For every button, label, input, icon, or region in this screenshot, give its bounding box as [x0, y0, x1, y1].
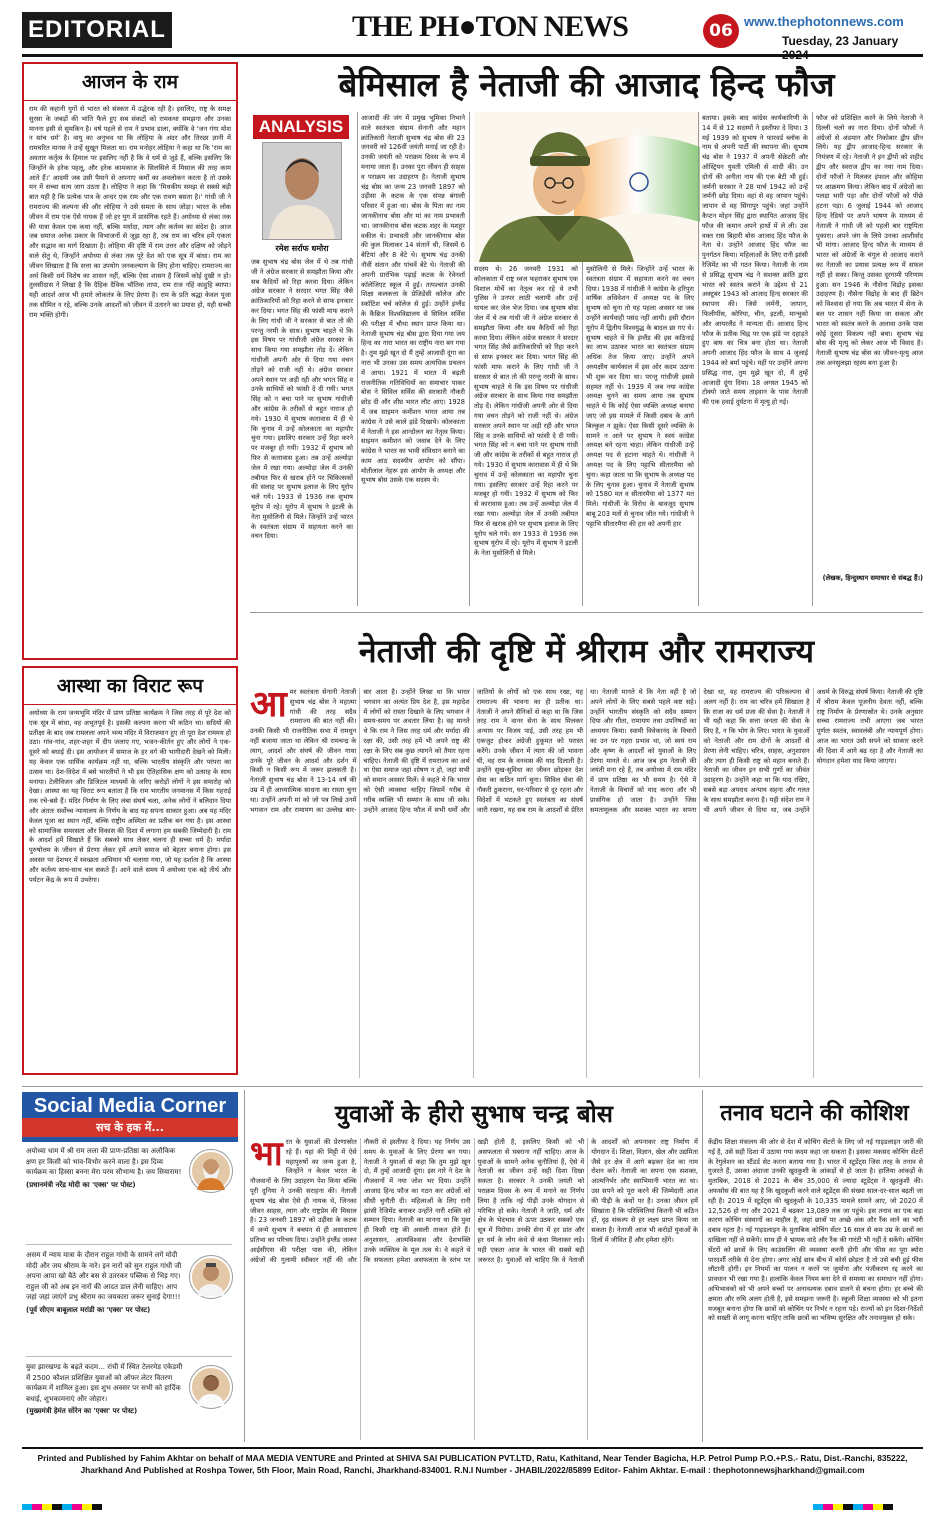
tweet-text: अयोध्या धाम में श्री राम लला की प्राण-प्रतिष्ठा का अलौकिक क्षण हर किसी को भाव-विभोर करने वाला है। इस दिव्य कार्यक्रम का हिस्सा बनना मेरा परम सौभाग्य है। जय सियाराम!: [26, 1147, 182, 1176]
ram-article-text: मर स्वतंत्रता सेनानी नेताजी सुभाष चंद्र बोस ने महात्मा गांधी की तरह सदैव रामराज्य की बात नहीं की। उनकी किसी भी राजनीतिक सभा में रामधुन नहीं बजाया जाता था लेकिन श्री रामचन्द्र के त्याग, आदर्श और संघर्ष की जीवन गाथा उनके पूरे जीवन के आदर्श और दर्शन में किसी न किसी रूप में जरूर झलकती है। नेताजी सुभाष चंद्र बोस ने 13-14 वर्ष की उम्र में ही आध्यात्मिक साधना का रास्ता चुना था। उन्होंने अपनी मां को जो पत्र लिखे उनमें भगवान राम और रामायण का उल्लेख बार-बार आता है। उन्होंने लिखा था कि भारत भगवान का अत्यंत प्रिय देश है, इस महादेश में लोगों को रास्ता दिखाने के लिए भगवान ने समय-समय पर अवतार लिया है। वह मानते थे कि राम ने जिस तरह धर्म और मर्यादा की रक्षा की, उसी तरह हमें भी अपने राष्ट्र की रक्षा के लिए सब कुछ त्यागने को तैयार रहना चाहिए। नेताजी की दृष्टि में रामराज्य का अर्थ था ऐसा समाज जहां शोषण न हो, जहां सभी को समान अवसर मिलें। वे कहते थे कि भारत को ऐसी व्यवस्था चाहिए जिसमें गरीब से गरीब व्यक्ति भी सम्मान के साथ जी सके। उन्होंने आजाद हिन्द फौज में सभी धर्मों और जातियों के लोगों को एक साथ रखा, यह रामराज्य की भावना का ही प्रतीक था। नेताजी ने अपने सैनिकों से कहा था कि जिस तरह राम ने वानर सेना के साथ मिलकर अन्याय पर विजय पाई, उसी तरह हम भी एकजुट होकर अंग्रेजी हुकूमत को परास्त करेंगे। उनके जीवन में त्याग की जो भावना थी, वह राम के वनवास की याद दिलाती है। उन्होंने सुख-सुविधा का जीवन छोड़कर देश सेवा का कठिन मार्ग चुना। सिविल सेवा की नौकरी ठुकराना, घर-परिवार से दूर रहना और विदेशों में भटकते हुए स्वतंत्रता का संघर्ष जारी रखना, यह सब राम के आदर्शों से प्रेरित था। नेताजी मानते थे कि नेता वही है जो अपने लोगों के लिए सबसे पहले कष्ट सहे। उन्होंने भारतीय संस्कृति को सदैव सम्मान दिया और गीता, रामायण तथा उपनिषदों का अध्ययन किया। स्वामी विवेकानंद के विचारों का उन पर गहरा प्रभाव था, जो स्वयं राम और कृष्ण के आदर्शों को युवाओं के लिए प्रेरणा मानते थे। आज जब हम नेताजी की जयंती मना रहे हैं, तब अयोध्या में राम मंदिर में प्राण प्रतिष्ठा का भी समय है। ऐसे में नेताजी के विचारों को याद करना और भी प्रासंगिक हो जाता है। उन्होंने जिस समतामूलक और सशक्त भारत का सपना देखा था, वह रामराज्य की परिकल्पना से अलग नहीं है। राम का चरित्र हमें सिखाता है कि राजा का धर्म प्रजा की सेवा है। नेताजी ने भी यही कहा कि सत्ता जनता की सेवा के लिए है, न कि भोग के लिए। भारत के युवाओं को नेताजी और राम दोनों के आदर्शों से प्रेरणा लेनी चाहिए। चरित्र, साहस, अनुशासन और त्याग ही किसी राष्ट्र को महान बनाते हैं। नेताजी का जीवन इन सभी गुणों का जीवंत उदाहरण है। उन्होंने कहा था कि याद रखिए, सबसे बड़ा अपराध अन्याय सहना और गलत के साथ समझौता करना है। यही संदेश राम ने भी अपने जीवन से दिया था, जब उन्होंने अधर्म के विरुद्ध संघर्ष किया। नेताजी की दृष्टि में श्रीराम केवल पूजनीय देवता नहीं, बल्कि राष्ट्र निर्माण के प्रेरणास्रोत थे। उनके अनुसार सच्चा रामराज्य तभी आएगा जब भारत पूर्णतः स्वतंत्र, स्वावलंबी और न्यायपूर्ण होगा। आज का भारत उसी सपने को साकार करने की दिशा में आगे बढ़ रहा है और नेताजी का योगदान हमेशा याद किया जाएगा।: [250, 688, 923, 814]
page-number: 06: [703, 14, 739, 48]
tweet-source: (मुख्यमंत्री हेमंत सोरेन का 'एक्स' पर पोस्ट): [26, 1407, 138, 1415]
lead-col-d: मुसोलिनी से मिले। जिन्होंने उन्हें भारत के स्वतंत्रता संग्राम में सहायता करने का वचन दिया। 1938 में गांधीजी ने कांग्रेस के हरिपुरा वार्षिक अधिवेशन में अध्यक्ष पद के लिए सुभाष को चुना तो यह पहला अवसर था जब उन्होंने कार्यवाही पसंद नहीं आयी। इसी दौरान यूरोप में द्वितीय विश्वयुद्ध के बादल छा गए थे। सुभाष चाहते थे कि इंग्लैंड की इस कठिनाई का लाभ उठाकर भारत का स्वतंत्रता संग्राम अधिक तेज किया जाए। उन्होंने अपने अध्यक्षीय कार्यकाल में इस ओर कदम उठाना भी शुरू कर दिया था। परन्तु गांधीजी इससे सहमत नहीं थे। 1939 में जब नया कांग्रेस अध्यक्ष चुनने का समय आया तब सुभाष चाहते थे कि कोई ऐसा व्यक्ति अध्यक्ष बनाया जाए जो इस मामले में किसी दबाव के आगे बिल्कुल न झुके। ऐसा किसी दूसरे व्यक्ति के सामने न आने पर सुभाष ने स्वयं कांग्रेस अध्यक्ष बने रहना चाहा। लेकिन गांधीजी उन्हें अध्यक्ष पद से हटाना चाहते थे। गांधीजी ने अध्यक्ष पद के लिए पट्टाभि सीतारमैया को चुना। कहा जाता था कि सुभाष के अध्यक्ष पद के लिए चुनाव हुआ। चुनाव में नेताजी सुभाष को 1580 मत व सीतारमैया को 1377 मत मिले। गांधीजी के विरोध के बावजूद सुभाष बाबू 203 मतों से चुनाव जीत गये। गांधीजी ने पट्टाभि सीतारमैया की हार को अपनी हार: [586, 265, 694, 528]
col-divider: [244, 1090, 245, 1442]
website-link[interactable]: www.thephotonnews.com: [744, 14, 904, 29]
ram-article-headline: नेताजी की दृष्टि में श्रीराम और रामराज्य: [358, 632, 815, 670]
left-editorial-title: आजन के राम: [24, 64, 236, 101]
tweet-text: युवा झारखण्ड के बढ़ते कदम… रांची में स्थित टेलरमेड एकेडमी में 2500 कौशल प्रशिक्षित युवाओं को ऑफर लेटर वितरण कार्यक्रम में शामिल हुआ। इस शुभ अवसर पर सभी को हार्दिक बधाई, शुभकामनाएं और जोहार।: [26, 1363, 183, 1403]
masthead: [22, 8, 923, 52]
ram-article-body: [250, 688, 923, 1078]
left-editorial-box: [22, 62, 238, 660]
lead-col-c: सदस्य थे। 26 जनवरी 1931 को कोलकाता में राष्ट्र ध्वज फहराकर सुभाष एक विशाल मोर्चे का नेतृत्व कर रहे थे तभी पुलिस ने उनपर लाठी चलायी और उन्हें घायल कर जेल भेज दिया। जब सुभाष बोस जेल में थे तब गांधी जी ने अंग्रेज सरकार से समझौता किया और सब कैदियों को रिहा करवा दिया। लेकिन अंग्रेज सरकार ने सरदार भगत सिंह जैसे क्रांतिकारियों को रिहा करने से साफ इनकार कर दिया। भगत सिंह की फांसी माफ कराने के लिए गांधी जी ने सरकार से बात तो की परन्तु नरमी के साथ। सुभाष चाहते थे कि इस विषय पर गांधीजी अंग्रेज सरकार के साथ किया गया समझौता तोड़ दें। लेकिन गांधीजी अपनी ओर से दिया गया वचन तोड़ने को राजी नहीं थे। अंग्रेज सरकार अपने स्थान पर अड़ी रही और भगत सिंह व उनके साथियों को फांसी दे दी गयी। भगत सिंह को न बचा पाने पर सुभाष गांधी जी और कांग्रेस के तरीकों से बहुत नाराज हो गये। 1930 में सुभाष कारावास में ही थे कि चुनाव में उन्हें कोलकाता का महापौर चुना गया। इसलिए सरकार उन्हें रिहा करने पर मजबूर हो गयी। 1932 में सुभाष को फिर से कारावास हुआ। तब उन्हें अल्मोड़ा जेल में रखा गया। अल्मोड़ा जेल में उनकी तबीयत फिर से खराब होने पर सुभाष इलाज के लिए यूरोप चले गये। सन 1933 से 1936 तक सुभाष यूरोप में रहे। यूरोप में सुभाष ने इटली के नेता मुसोलिनी से मिले।: [474, 265, 578, 558]
imprint-line-2: Jharkhand And Published at Roshpa Tower, 5th Floor, Main Road, Ranchi, Jharkhand-834001. R.N.I Number - JHABIL/2022/85899 Editor- Fahim Akhtar. E-mail : thephotonnewsjharkhand@gmail.com: [80, 1465, 865, 1475]
imprint-line-1: Printed and Published by Fahim Akhtar on behalf of MAA MEDIA VENTURE and Printed at SHIVA SAI PUBLICATION PVT.LTD, Ratu, Kathitand, Near Tender Bagicha, H.P. Petrol Pump P.O.+P.S.- Ratu, Dist.-Ranchi, 835222,: [37, 1453, 908, 1463]
col-divider: [702, 1090, 703, 1442]
lead-author-note: (लेखक, हिन्दुस्थान समाचार से संबद्ध हैं।): [822, 574, 923, 582]
left-second-box: [22, 666, 238, 1075]
lead-col-a: जब सुभाष चंद्र बोस जेल में थे तब गांधी जी ने अंग्रेज सरकार से समझौता किया और सब कैदियों को रिहा करवा दिया। लेकिन अंग्रेज सरकार ने सरदार भगत सिंह जैसे क्रांतिकारियों को रिहा करने से साफ इनकार कर दिया। भगत सिंह की फांसी माफ कराने के लिए गांधी जी ने सरकार से बात तो की परन्तु नरमी के साथ। सुभाष चाहते थे कि इस विषय पर गांधीजी अंग्रेज सरकार के साथ किया गया समझौता तोड़ दें। लेकिन गांधीजी अपनी ओर से दिया गया वचन तोड़ने को राजी नहीं थे। अंग्रेज सरकार अपने स्थान पर अड़ी रही और भगत सिंह व उनके साथियों को फांसी दे दी गयी। भगत सिंह को न बचा पाने पर सुभाष गांधीजी और कांग्रेस के तरीकों से बहुत नाराज हो गये। 1930 में सुभाष कारावास में ही थे कि चुनाव में उन्हें कोलकाता का महापौर चुना गया। इसलिए सरकार उन्हें रिहा करने पर मजबूर हो गयी। 1932 में सुभाष को फिर से कारावास हुआ। तब उन्हें अल्मोड़ा जेल में रखा गया। अल्मोड़ा जेल में उनकी तबीयत फिर से खराब होने पर चिकित्सकों की सलाह पर सुभाष इलाज के लिए यूरोप चले गये। 1933 से 1936 तक सुभाष यूरोप में रहे। यूरोप में सुभाष ने इटली के नेता मुसोलिनी से मिले। जिन्होंने उन्हें भारत के स्वतंत्रता संग्राम में सहायता करने का वचन दिया।: [251, 258, 353, 541]
lead-col-b: आजादी की जंग में प्रमुख भूमिका निभाने वाले स्वतंत्रता संग्राम सेनानी और महान क्रांतिकारी नेताजी सुभाष चंद्र बोस की 23 जनवरी को 126वीं जयंती मनाई जा रही है। उनकी जयंती को पराक्रम दिवस के रूप में मनाया जाता है। उनका पूरा जीवन ही साहस व पराक्रम का उदाहरण है। नेताजी सुभाष चंद्र बोस का जन्म 23 जनवरी 1897 को उड़ीसा के कटक के एक संपन्न बंगाली परिवार में हुआ था। बोस के पिता का नाम जानकीनाथ बोस और मां का नाम प्रभावती था। जानकीनाथ बोस कटक शहर के मशहूर वकील थे। प्रभावती और जानकीनाथ बोस की कुल मिलाकर 14 संतानें थी, जिसमें 6 बेटियां और 8 बेटे थे। सुभाष चंद्र उनकी नौवीं संतान और पांचवें बेटे थे। नेताजी की अपनी प्रारंभिक पढ़ाई कटक के रेवेनशॉ कॉलेजिएट स्कूल में हुई। तत्पश्चात उनकी शिक्षा कलकत्ता के प्रेजिडेंसी कॉलेज और स्कॉटिश चर्च कॉलेज से हुई। उन्होंने इंग्लैंड के कैंब्रिज विश्वविद्यालय से सिविल सर्विस की परीक्षा में चौथा स्थान प्राप्त किया था। नेताजी सुभाष चंद्र बोस द्वारा दिया गया जय हिन्द का नारा भारत का राष्ट्रीय नारा बन गया है। तुम मुझे खून दो मैं तुम्हें आजादी दूंगा का नारा भी उनका उस समय अत्यधिक प्रचलन में आया। 1921 में भारत में बढ़ती राजनीतिक गतिविधियों का समाचार पाकर बोस ने सिविल सर्विस की सरकारी नौकरी छोड़ दी और शीघ्र भारत लौट आए। 1928 में जब साइमन कमीशन भारत आया तब कांग्रेस ने उसे काले झंडे दिखाये। कोलकाता में नेताजी ने इस आन्दोलन का नेतृत्व किया। साइमन कमीशन को जवाब देने के लिए कांग्रेस ने भारत का भावी संविधान बनाने का काम आठ सदस्यीय आयोग को सौंपा। मोतीलाल नेहरू इस आयोग के अध्यक्ष और सुभाष बोस उसके एक सदस्य थे।: [361, 114, 465, 485]
tweet-source: (प्रधानमंत्री नरेंद्र मोदी का 'एक्स' पर पोस्ट): [26, 1180, 136, 1189]
col-divider: [582, 262, 583, 606]
ram-dropcap: आ: [250, 688, 287, 725]
left-second-title: आस्था का विराट रूप: [24, 668, 236, 705]
social-media-title: Social Media Corner: [33, 1095, 227, 1117]
avatar-photo-icon: [192, 1258, 230, 1296]
paper-name: THE PH●TON NEWS: [352, 10, 628, 43]
section-divider: [250, 612, 923, 613]
tweet-source: (पूर्व सीएम बाबूलाल मरांडी का 'एक्स' पर पोस्ट): [26, 1305, 151, 1314]
lead-col-e: बताया। इसके बाद कांग्रेस कार्यकारिणी के 14 में से 12 सदस्यों ने इस्तीफा दे दिया। 3 मई 1939 को सुभाष ने फारवर्ड ब्लॉक के नाम से अपनी पार्टी की स्थापना की। सुभाष चंद्र बोस ने 1937 में अपनी सेक्रेटरी और ऑस्ट्रियन युवती एमिली से शादी की। उन दोनों की अनीता नाम की एक बेटी भी हुई। जर्मनी सरकार ने 28 मार्च 1942 को उन्हें जर्मनी छोड़ दिया। वहां से वह जापान पहुंचे। जापान से वह सिंगापुर पहुंचे। जहां उन्होंने कैप्टन मोहन सिंह द्वारा स्थापित आजाद हिंद फौज की कमान अपने हाथों में ले ली। उस वक्त रास बिहारी बोस आजाद हिंद फौज के नेता थे। उन्होंने आजाद हिंद फौज का पुनर्गठन किया। महिलाओं के लिए रानी झांसी रेजिमेंट का भी गठन किया। नेताजी के नाम से प्रसिद्ध सुभाष चंद्र ने सशक्त क्रांति द्वारा भारत को स्वतंत्र कराने के उद्देश्य से 21 अक्टूबर 1943 को आजाद हिन्द सरकार की स्थापना की। जिसे जर्मनी, जापान, फिलीपींस, कोरिया, चीन, इटली, मान्चुको और आयरलैंड ने मान्यता दी। आजाद हिन्द फौज के प्रतीक चिह्न पर एक झंडे पर दहाड़ते हुए बाघ का चित्र बना होता था। नेताजी अपनी आजाद हिंद फौज के साथ 4 जुलाई 1944 को बर्मा पहुंचे। यहीं पर उन्होंने अपना प्रसिद्ध नारा, तुम मुझे खून दो, मैं तुम्हें आजादी दूंगा दिया। 18 अगस्त 1945 को टोक्यो जाते समय ताइवान के पास नेताजी की एक हवाई दुर्घटना में मृत्यु हो गई।: [702, 114, 808, 407]
youth-article-body-wrap: [250, 1138, 698, 1442]
avatar-photo-icon: [192, 1152, 230, 1190]
col-divider: [698, 112, 699, 606]
tweet-divider: [26, 1356, 232, 1357]
avatar-photo-icon: [192, 1368, 230, 1406]
lead-col-f: फौज को प्रशिक्षित करने के लिये नेताजी ने दिल्ली चलो का नारा दिया। दोनों फौजों ने अंग्रेजों से अंडमान और निकोबार द्वीप छीन लिये। यह द्वीप आजाद-हिन्द सरकार के नियंत्रण में रहे। नेताजी ने इन द्वीपों को शहीद द्वीप और स्वराज द्वीप का नया नाम दिया। दोनों फौजों ने मिलकर इंफाल और कोहिमा पर आक्रमण किया। लेकिन बाद में अंग्रेजों का पलड़ा भारी पड़ा और दोनों फौजों को पीछे हटना पड़ा। 6 जुलाई 1944 को आजाद हिन्द रेडियो पर अपने भाषण के माध्यम से नेताजी ने गांधी जी को पहली बार राष्ट्रपिता पुकारा। अपने जंग के लिये उनका आशीर्वाद भी मांगा। आजाद हिन्द फौज के माध्यम से भारत को अंग्रेजों के चंगुल से आजाद कराने का नेताजी का प्रयास प्रत्यक्ष रूप में सफल नहीं हो सका। किन्तु उसका दूरगामी परिणाम हुआ। सन 1946 के नौसेना विद्रोह इसका उदाहरण है। नौसेना विद्रोह के बाद ही ब्रिटेन को विश्वास हो गया कि अब भारत में सेना के बल पर शासन नहीं किया जा सकता और भारत को स्वतंत्र करने के अलावा उनके पास कोई दूसरा विकल्प नहीं बचा। सुभाष चंद्र बोस की मृत्यु को लेकर आज भी विवाद है। नेताजी सुभाष चंद्र बोस का जीवन-मृत्यु आज तक अनसुलझा रहस्य बना हुआ है।: [816, 114, 923, 367]
youth-article-body: [250, 1138, 698, 1440]
netaji-portrait-icon: [474, 112, 700, 262]
section-tag: EDITORIAL: [22, 12, 172, 48]
author-photo: [262, 142, 342, 240]
col-divider: [357, 112, 358, 606]
section-divider: [22, 1086, 923, 1087]
col-divider: [812, 112, 813, 606]
social-media-corner-header: [22, 1092, 238, 1142]
avatar: [190, 1256, 232, 1298]
color-registration-strip: [813, 1495, 923, 1501]
avatar: [190, 1150, 232, 1192]
author-photo-icon: [263, 143, 341, 239]
netaji-portrait-illustration: [474, 112, 700, 262]
tweet-divider: [26, 1244, 232, 1245]
stress-article-body: केंद्रीय शिक्षा मंत्रालय की ओर से देश में कोचिंग सेंटरों के लिए जो नई गाइडलाइन जारी की गई है, उसे सही दिशा में उठाया गया कदम कहा जा सकता है। इसका मकसद कोचिंग सेंटरों के रेगुलेशन का स्टैंडर्ड सेट करना बताया गया है। भारत में स्टूडेंट्स जिस तरह के तनाव से गुजरते हैं, उसका अंदाजा उनकी खुदकुशी के आंकड़ों से हो जाता है। हालिया आंकड़ों के मुताबिक, 2018 से 2021 के बीच 35,000 से ज्यादा स्टूडेंट्स ने खुदकुशी की। अफसोस की बात यह है कि खुदकुशी करने वाले स्टूडेंट्स की संख्या साल-दर-साल बढ़ती जा रही है। 2019 में स्टूडेंट्स की खुदकुशी के 10,335 मामले सामने आए, जो 2020 में 12,526 हो गए और 2021 में बढ़कर 13,089 तक जा पहुंचे। इस तनाव का एक बड़ा कारण कोचिंग संस्थानों का माहौल है, जहां छात्रों पर अच्छे अंक और रैंक लाने का भारी दबाव रहता है। नई गाइडलाइन के मुताबिक कोचिंग सेंटर 16 साल से कम उम्र के छात्रों का दाखिला नहीं ले सकेंगे। साथ ही वे भ्रामक वादे और रैंक की गारंटी भी नहीं दे सकेंगे। कोचिंग सेंटरों को छात्रों के लिए काउंसलिंग की व्यवस्था करनी होगी और फीस का पूरा ब्योरा पारदर्शी तरीके से देना होगा। अगर कोई छात्र बीच में कोर्स छोड़ता है तो उसे बची हुई फीस लौटानी होगी। इन नियमों का पालन न करने पर जुर्माना और पंजीकरण रद्द करने का प्रावधान भी रखा गया है। हालांकि केवल नियम बना देने से समस्या का समाधान नहीं होगा। अभिभावकों को भी अपने बच्चों पर अनावश्यक दबाव डालने से बचना होगा। हर बच्चे की क्षमता और रुचि अलग होती है, इसे समझना जरूरी है। स्कूली शिक्षा व्यवस्था को भी इतना मजबूत बनाना होगा कि छात्रों को कोचिंग पर निर्भर न रहना पड़े। राज्यों को इन दिशा-निर्देशों को सख्ती से लागू करना चाहिए ताकि छात्रों का भविष्य सुरक्षित और तनावमुक्त हो सके।: [708, 1138, 923, 1323]
imprint-footer: [22, 1447, 923, 1476]
color-registration-strip: [22, 1495, 132, 1501]
stress-article-headline: तनाव घटाने की कोशिश: [720, 1101, 909, 1126]
masthead-rule: [22, 54, 923, 57]
avatar: [190, 1366, 232, 1408]
tweet-item: [26, 1250, 184, 1354]
youth-article-headline: युवाओं के हीरो सुभाष चन्द्र बोस: [335, 1100, 613, 1128]
analysis-tag: ANALYSIS: [253, 115, 349, 139]
tweet-item: [26, 1146, 184, 1242]
lead-headline: बेमिसाल है नेताजी की आजाद हिन्द फौज: [338, 65, 835, 104]
ram-article-body-wrap: [250, 688, 923, 1082]
left-editorial-body: राम की कहानी युगों से भारत को संस्कार में उद्धेरक रही है। इसलिए, राष्ट्र के समक्ष सुरसा के जबड़ों की भांति फैले हुए सब संकटों को रामकथा समझना और उनका मानना इसी से सुमकिन है। वर्ष पहले से राम ने प्रभाव डाला, क्योंकि वे 'जन गंगा मोश न सांच धर्म' है। वायु का अनुभव था कि लोहिया के अंदर और तिरछा ज्ञानी में रामचरित मानस ने उन्हें सुखून मिलता था। राम मनोहर लोहिया ने कहा था कि 'राम का अवतार कर्तृत्व के हिमाल पर इसलिए नहीं है कि वे धर्म से जुड़े हैं, बल्कि इसलिए कि जिन्होंने के हरेक पहलू, और हरेक कामकाज के सिलसिले में मिसाल की तरह काम आते हैं।' आदमी जब उसी पैमाने से अपनाए कर्मों का अवलोकन करता है तो उसके मन में सच्चा सत्य जाग उठता है। लोहिया ने कहा कि 'मिथकीय समझ से सबसे बड़ी बात यही है कि प्रत्येक पात्र के अन्दर एक राम और एक रावण बसता है।' गांधी जी ने रामराज्य की कल्पना की और लोहिया ने उसे समता के साथ जोड़ा। भारत के लोक जीवन में राम एक ऐसे नायक हैं जो हर युग में प्रासंगिक रहते हैं। अयोध्या से लंका तक की यात्रा केवल एक कथा नहीं, बल्कि मर्यादा, त्याग और कर्तव्य का संदेश है। आज जब समाज अनेक प्रकार के विभाजनों से जूझ रहा है, तब राम का चरित्र हमें एकता और सद्भाव का मार्ग दिखाता है। लोहिया की दृष्टि में राम उत्तर और दक्षिण को जोड़ने वाले सेतु थे, जिन्होंने अयोध्या से लंका तक पूरे देश को एक सूत्र में बांधा। राम का जीवन सिखाता है कि सत्ता का उपयोग जनकल्याण के लिए होना चाहिए। रामराज्य का अर्थ किसी धर्म विशेष का शासन नहीं, बल्कि ऐसा शासन है जिसमें कोई दुखी न हो। तुलसीदास ने लिखा है कि दैहिक दैविक भौतिक तापा, राम राज नहिं काहुहि ब्यापा। यही आदर्श आज भी हमारे लोकतंत्र के लिए प्रेरणा है। राम के प्रति श्रद्धा केवल पूजा तक सीमित न रहे, बल्कि उनके आदर्शों को जीवन में उतारने का प्रयास हो, यही सच्ची राम भक्ति होगी।: [29, 105, 231, 319]
author-name: रमेश सर्राफ धमोरा: [275, 244, 329, 253]
left-second-body: अयोध्या के राम जन्मभूमि मंदिर में प्राण प्रतिष्ठा कार्यक्रम ने जिस तरह से पूरे देश को एक सूत्र में बांधा, वह अभूतपूर्व है। इसकी कल्पना करना भी कठिन था। सदियों की प्रतीक्षा के बाद जब रामलला अपने भव्य मंदिर में विराजमान हुए तो पूरा देश राममय हो उठा। गांव-गांव, शहर-शहर में दीप जलाए गए, भजन-कीर्तन हुए और लोगों ने एक-दूसरे को बधाई दी। इस आयोजन में समाज के हर वर्ग की भागीदारी देखने को मिली। यह केवल एक धार्मिक कार्यक्रम नहीं था, बल्कि भारतीय संस्कृति और परंपरा का उत्सव था। देश-विदेश में बसे भारतीयों ने भी इस ऐतिहासिक क्षण को उत्साह के साथ मनाया। टेलीविजन और डिजिटल माध्यमों के जरिए करोड़ों लोगों ने इस समारोह को देखा। आस्था का यह विराट रूप बताता है कि राम भारतीय जनमानस में किस गहराई तक रचे-बसे हैं। मंदिर निर्माण के लिए लंबा संघर्ष चला, अनेक लोगों ने बलिदान दिया और अंततः सर्वोच्च न्यायालय के निर्णय के बाद यह सपना साकार हुआ। अब यह मंदिर केवल पूजा का स्थान नहीं, बल्कि राष्ट्रीय अस्मिता का प्रतीक बन गया है। इस आस्था को सामाजिक समरसता और विकास की दिशा में लगाना हम सबकी जिम्मेदारी है। राम के आदर्श हमें सिखाते हैं कि सबको साथ लेकर चलना ही सच्चा धर्म है। मर्यादा पुरुषोत्तम के जीवन से प्रेरणा लेकर हमें अपने समाज को बेहतर बनाना होगा। इस अवसर पर देशभर में स्वच्छता अभियान भी चलाया गया, जो यह दर्शाता है कि आस्था और कर्तव्य साथ-साथ चल सकते हैं। आने वाले समय में अयोध्या एक बड़े तीर्थ और पर्यटन केंद्र के रूप में उभरेगा।: [29, 709, 231, 884]
tweet-item: [26, 1362, 184, 1444]
youth-dropcap: भा: [250, 1138, 283, 1174]
social-media-subtitle: सच के हक में...: [22, 1118, 238, 1137]
youth-article-text: रत के युवाओं की प्रेरणास्रोत रहे हैं। यहां की मिट्टी में ऐसे महापुरुषों का जन्म हुआ है, जिन्होंने न केवल भारत के नौजवानों के लिए उदाहरण पेश किया बल्कि पूरी दुनिया ने उनकी सराहना की। नेताजी सुभाष चंद्र बोस ऐसे ही नायक थे, जिनका जीवन साहस, त्याग और राष्ट्रप्रेम की मिसाल है। 23 जनवरी 1897 को उड़ीसा के कटक में जन्मे सुभाष ने बचपन से ही असाधारण प्रतिभा का परिचय दिया। उन्होंने इंग्लैंड जाकर आईसीएस की परीक्षा पास की, लेकिन अंग्रेजों की गुलामी स्वीकार नहीं की और नौकरी से इस्तीफा दे दिया। यह निर्णय उस समय के युवाओं के लिए प्रेरणा बन गया। नेताजी ने युवाओं से कहा कि तुम मुझे खून दो, मैं तुम्हें आजादी दूंगा। इस नारे ने देश के नौजवानों में नया जोश भर दिया। उन्होंने आजाद हिन्द फौज का गठन कर अंग्रेजों को सीधी चुनौती दी। महिलाओं के लिए रानी झांसी रेजिमेंट बनाकर उन्होंने नारी शक्ति को सम्मान दिया। नेताजी का मानना था कि युवा ही किसी राष्ट्र की असली ताकत होते हैं। अनुशासन, आत्मविश्वास और देशभक्ति उनके व्यक्तित्व के मूल तत्व थे। वे कहते थे कि सफलता हमेशा असफलता के स्तंभ पर खड़ी होती है, इसलिए किसी को भी असफलता से घबराना नहीं चाहिए। आज के युवाओं के सामने अनेक चुनौतियां हैं, ऐसे में नेताजी का जीवन उन्हें सही दिशा दिखा सकता है। सरकार ने उनकी जयंती को पराक्रम दिवस के रूप में मनाने का निर्णय लिया है ताकि नई पीढ़ी उनके योगदान से परिचित हो सके। नेताजी ने जाति, धर्म और क्षेत्र के भेदभाव से ऊपर उठकर सबको एक सूत्र में पिरोया। उनकी सेना में हर प्रांत और हर धर्म के लोग कंधे से कंधा मिलाकर लड़े। यही एकता आज के भारत की सबसे बड़ी जरूरत है। युवाओं को चाहिए कि वे नेताजी के आदर्शों को अपनाकर राष्ट्र निर्माण में योगदान दें। शिक्षा, विज्ञान, खेल और उद्यमिता जैसे हर क्षेत्र में आगे बढ़कर देश का नाम रोशन करें। नेताजी का सपना एक सशक्त, आत्मनिर्भर और स्वाभिमानी भारत का था। उस सपने को पूरा करने की जिम्मेदारी आज की पीढ़ी के कंधों पर है। उनका जीवन हमें सिखाता है कि परिस्थितियां कितनी भी कठिन हों, दृढ़ संकल्प से हर लक्ष्य प्राप्त किया जा सकता है। नेताजी आज भी करोड़ों युवाओं के दिलों में जीवित हैं और हमेशा रहेंगे।: [250, 1138, 698, 1264]
issue-date: Tuesday, 23 January: [782, 34, 899, 48]
col-divider: [469, 112, 470, 606]
tweet-text: असम में न्याय यात्रा के दौरान राहुल गांधी के सामने लगे मोदी मोदी और जय श्रीराम के नारे। इन नारों को सुन राहुल गांधी जी अपना आपा खो बैठे और बस से उतरकर पब्लिक से भिड़ गए। राहुल जी को अब इन नारों की आदत डाल लेनी चाहिए। आप जहां जहां जाएंगे प्रभु श्रीराम का जयकारा जरूर सुनाई देगा!!!: [26, 1251, 182, 1301]
